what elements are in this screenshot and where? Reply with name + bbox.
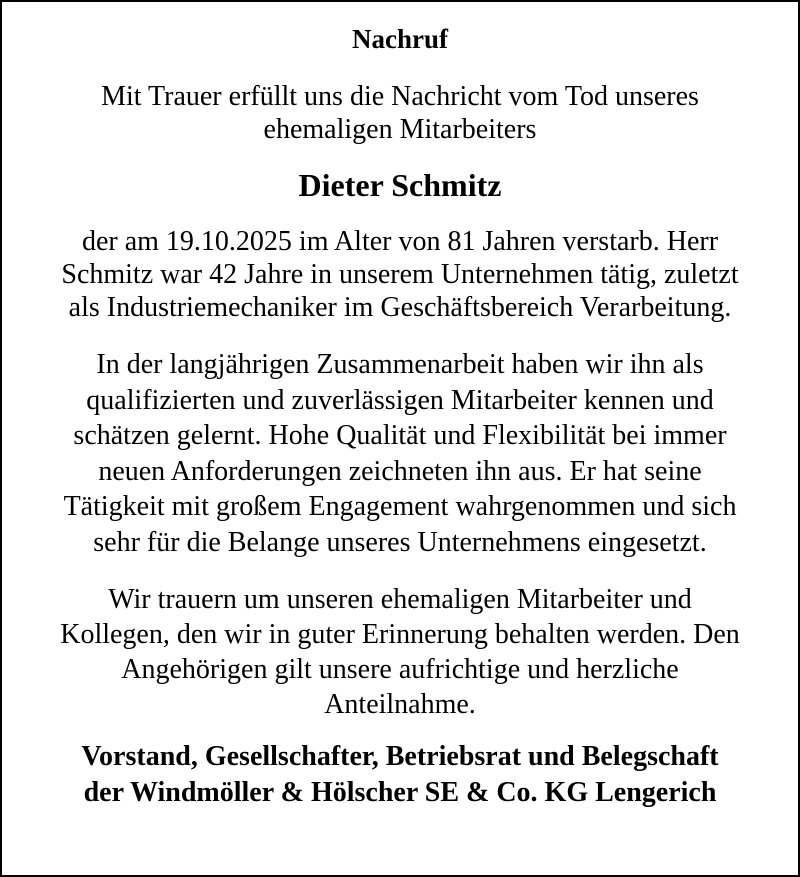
signature-line: Vorstand, Gesellschafter, Betriebsrat und Belegschaft — [81, 741, 719, 772]
paragraph-2 — [0, 347, 800, 560]
signature-line: der Windmöller & Hölscher SE & Co. KG Lengerich — [83, 777, 717, 808]
signature — [0, 739, 800, 811]
deceased-name: Dieter Schmitz — [298, 167, 502, 203]
text-line: Kollegen, den wir in guter Erinnerung behalten werden. Den — [60, 619, 740, 650]
text-line: qualifizierten und zuverlässigen Mitarbeiter kennen und — [86, 384, 714, 416]
text-line: neuen Anforderungen zeichneten ihn aus. Er hat seine — [98, 455, 702, 487]
text-line: Anteilnahme. — [324, 689, 476, 720]
text-line: Tätigkeit mit großem Engagement wahrgenommen und sich — [63, 491, 737, 522]
intro-line: Mit Trauer erfüllt uns die Nachricht vom Tod unseres — [101, 81, 699, 112]
text-line: Wir trauern um unseren ehemaligen Mitarbeiter und — [108, 584, 692, 615]
text-line: Schmitz war 42 Jahre in unserem Unternehmen tätig, zuletzt — [61, 259, 739, 290]
intro-line: ehemaligen Mitarbeiters — [263, 114, 537, 145]
paragraph-1 — [0, 225, 800, 324]
text-line: sehr für die Belange unseres Unternehmens eingesetzt. — [93, 526, 707, 558]
text-line: als Industriemechaniker im Geschäftsbereich Verarbeitung. — [68, 292, 732, 323]
intro — [0, 80, 800, 146]
text-line: Angehörigen gilt unsere aufrichtige und herzliche — [121, 654, 679, 685]
text-line: In der langjährigen Zusammenarbeit haben wir ihn als — [96, 349, 704, 380]
text-line: der am 19.10.2025 im Alter von 81 Jahren verstarb. Herr — [81, 226, 719, 257]
paragraph-3 — [0, 582, 800, 722]
heading: Nachruf — [352, 24, 448, 54]
text-line: schätzen gelernt. Hohe Qualität und Flexibilität bei immer — [73, 420, 727, 451]
